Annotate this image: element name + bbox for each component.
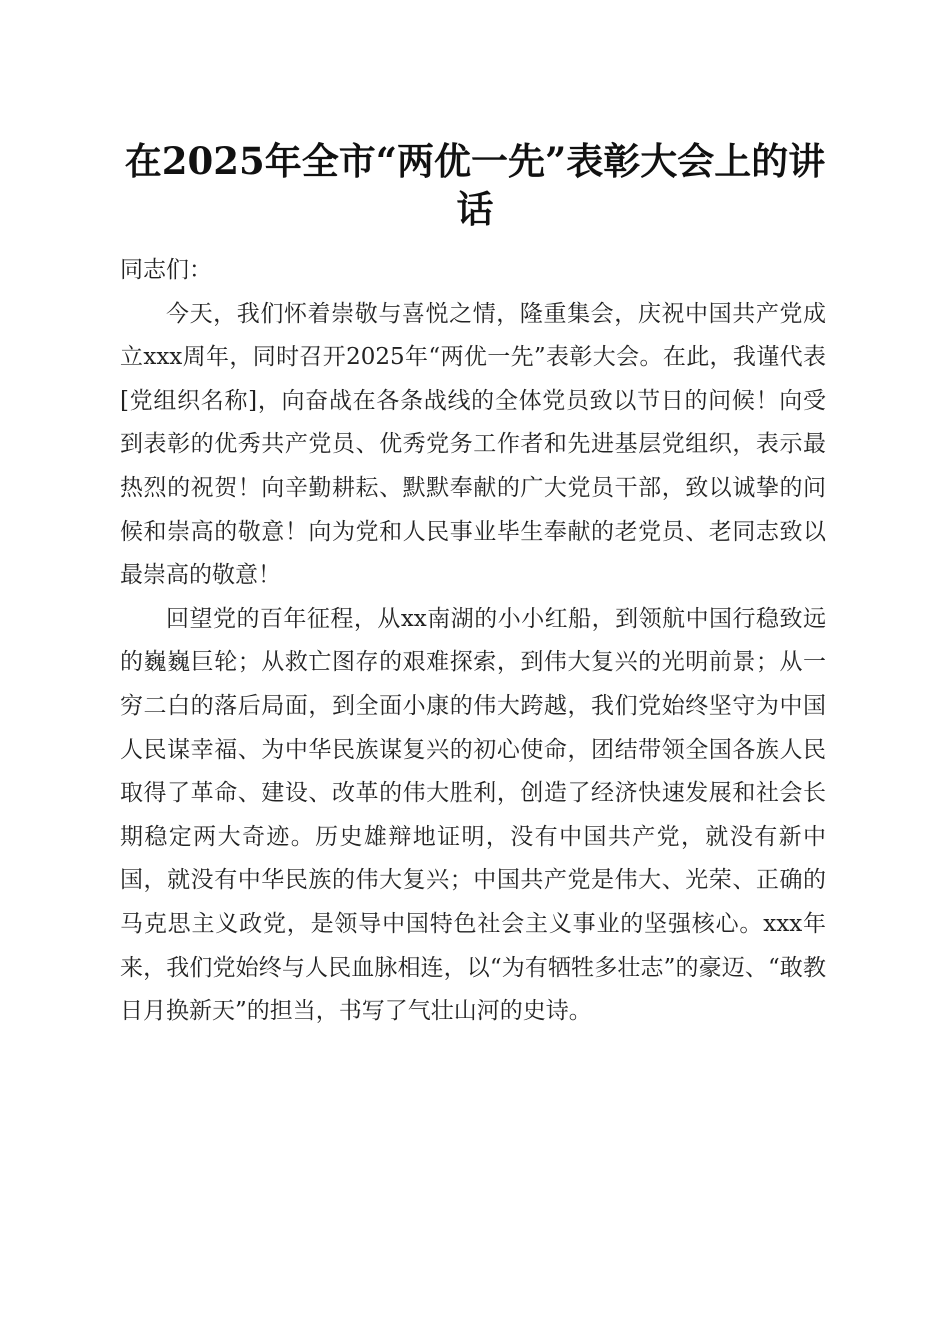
paragraph-2: 回望党的百年征程，从xx南湖的小小红船，到领航中国行稳致远的巍巍巨轮；从救亡图存的艰难探索，到伟大复兴的光明前景；从一穷二白的落后局面，到全面小康的伟大跨越，我们党始终坚守为中国人民谋幸福、为中华民族谋复兴的初心使命，团结带领全国各族人民取得了革命、建设、改革的伟大胜利，创造了经济快速发展和社会长期稳定两大奇迹。历史雄辩地证明，没有中国共产党，就没有新中国，就没有中华民族的伟大复兴；中国共产党是伟大、光荣、正确的马克思主义政党，是领导中国特色社会主义事业的坚强核心。xxx年来，我们党始终与人民血脉相连，以“为有牺牲多壮志”的豪迈、“敢教日月换新天”的担当，书写了气壮山河的史诗。 [120,605,826,1025]
document-body [120,249,826,1034]
paragraph-1: 今天，我们怀着崇敬与喜悦之情，隆重集会，庆祝中国共产党成立xxx周年，同时召开2025年“两优一先”表彰大会。在此，我谨代表[党组织名称]，向奋战在各条战线的全体党员致以节日的问候！向受到表彰的优秀共产党员、优秀党务工作者和先进基层党组织，表示最热烈的祝贺！向辛勤耕耘、默默奉献的广大党员干部，致以诚挚的问候和崇高的敬意！向为党和人民事业毕生奉献的老党员、老同志致以最崇高的敬意！ [120,300,826,589]
salutation: 同志们： [120,257,212,283]
document-title: 在2025年全市“两优一先”表彰大会上的讲话 [124,139,826,231]
